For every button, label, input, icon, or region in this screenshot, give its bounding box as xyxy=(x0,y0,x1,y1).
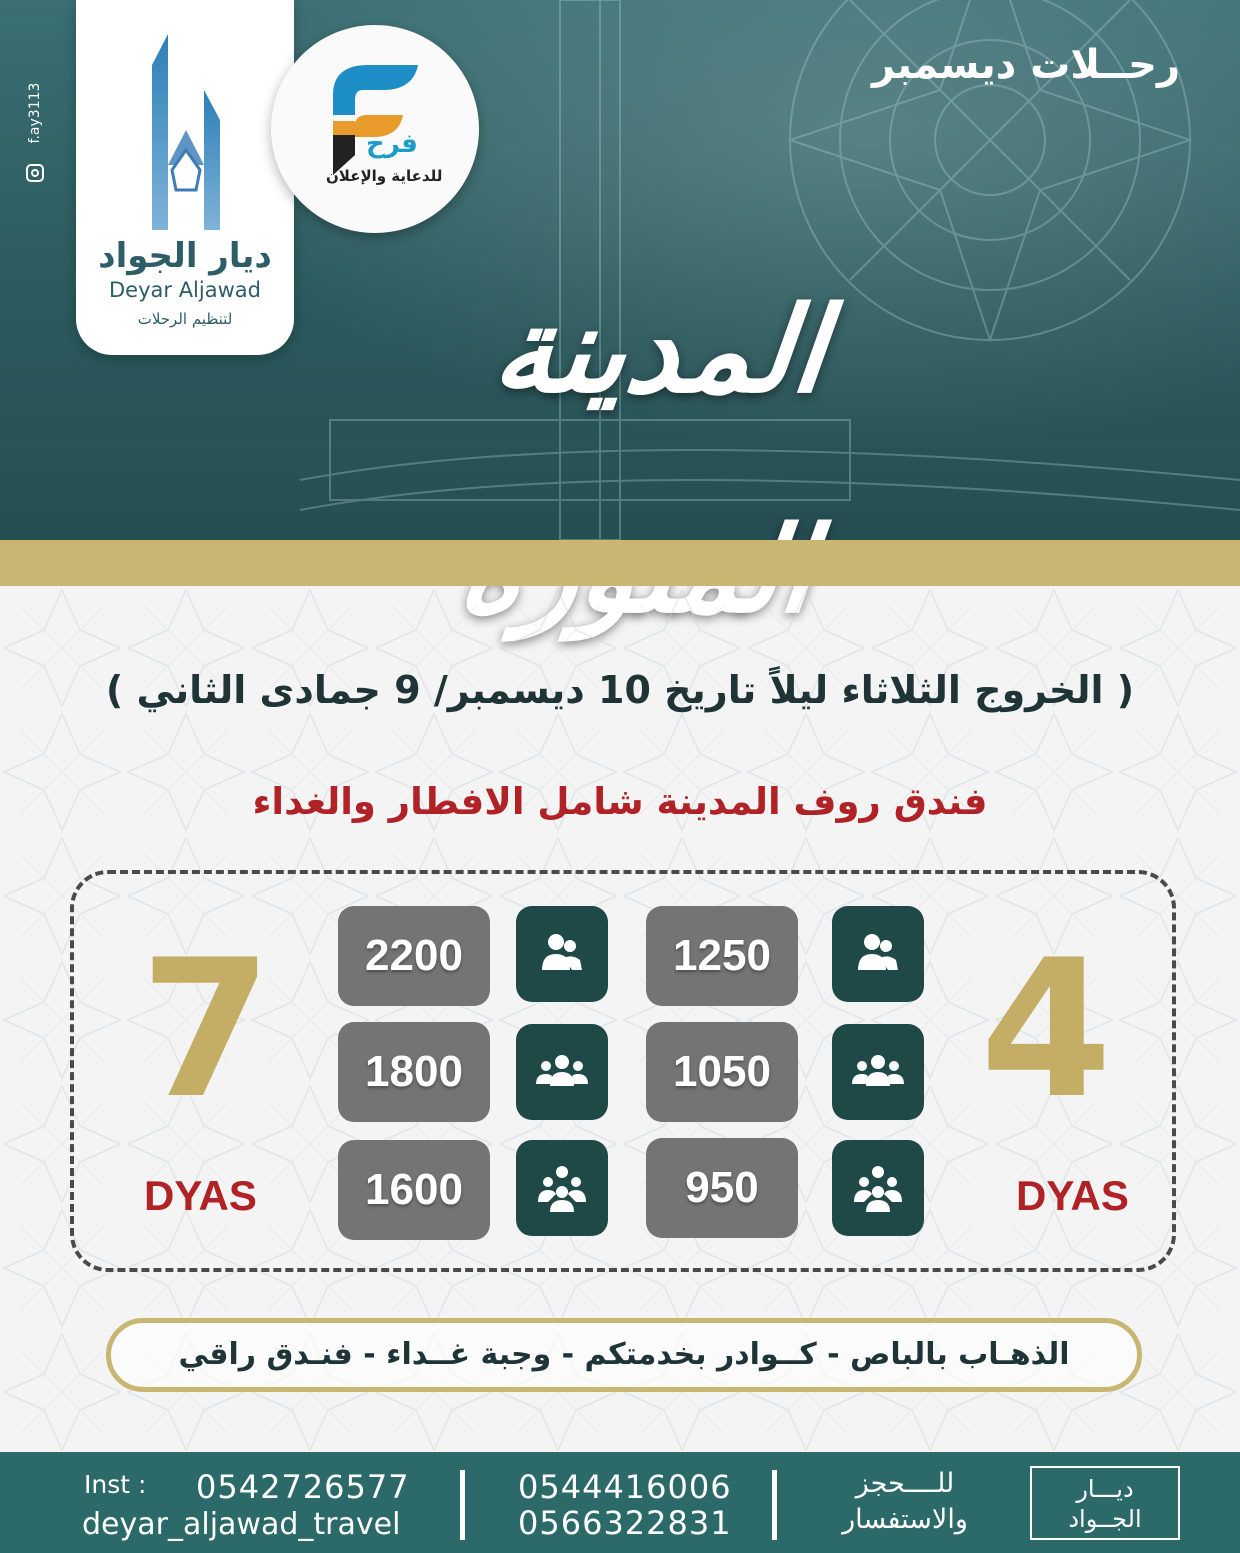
instagram-phone[interactable]: 0542726577 xyxy=(196,1468,410,1506)
contact-footer xyxy=(0,1452,1240,1553)
instagram-handle: f.ay3113 xyxy=(20,60,50,180)
brand-card xyxy=(76,0,294,355)
brand-name-arabic: ديار الجواد xyxy=(98,236,272,276)
designer-logo-badge xyxy=(271,25,479,233)
group-people-icon xyxy=(832,1140,924,1236)
city-calligraphy: المدينة xyxy=(487,280,833,419)
departure-details: ( الخروج الثلاثاء ليلاً تاريخ 10 ديسمبر/ 9 جمادى الثاني ) xyxy=(105,668,1135,712)
gold-divider xyxy=(0,540,1240,586)
hero-banner xyxy=(0,0,1240,540)
phone-number-2[interactable]: 0566322831 xyxy=(518,1504,732,1542)
two-people-icon xyxy=(832,906,924,1002)
trip-features: الذهـاب بالباص - كــوادر بخدمتكم - وجبة غــداء - فنـدق راقي xyxy=(106,1318,1142,1392)
three-people-icon xyxy=(832,1024,924,1120)
price-4-days-group: 950 xyxy=(646,1138,798,1238)
package-4-days-label: DYAS xyxy=(1016,1172,1129,1219)
group-people-icon xyxy=(516,1140,608,1236)
package-4-days-number: 4 xyxy=(980,919,1113,1140)
package-7-days-number: 7 xyxy=(140,919,273,1140)
designer-tagline: للدعاية والإعلان xyxy=(326,167,443,185)
trips-title: رحــلات ديسمبر xyxy=(872,42,1180,88)
brand-stamp: ديـــار الجــواد xyxy=(1030,1466,1180,1540)
footer-divider xyxy=(772,1470,777,1540)
price-7-days-two-people: 2200 xyxy=(338,906,490,1006)
designer-name: فرح xyxy=(366,129,418,159)
brand-name-english: Deyar Aljawad xyxy=(109,278,261,302)
brand-tagline: لتنظيم الرحلات xyxy=(137,310,233,328)
two-people-icon xyxy=(516,906,608,1002)
price-4-days-two-people: 1250 xyxy=(646,906,798,1006)
instagram-icon xyxy=(26,164,44,182)
three-people-icon xyxy=(516,1024,608,1120)
instagram-account[interactable]: deyar_aljawad_travel xyxy=(82,1507,401,1542)
hotel-details: فندق روف المدينة شامل الافطار والغداء xyxy=(252,780,988,823)
price-7-days-three-people: 1800 xyxy=(338,1022,490,1122)
booking-label: للــــحجز والاستفسار xyxy=(842,1468,968,1535)
price-7-days-group: 1600 xyxy=(338,1140,490,1240)
package-7-days-label: DYAS xyxy=(144,1172,257,1219)
phone-number-1[interactable]: 0544416006 xyxy=(518,1468,732,1506)
instagram-label: Inst : xyxy=(84,1470,147,1499)
footer-divider xyxy=(460,1470,465,1540)
deyar-aljawad-logo xyxy=(138,30,234,230)
price-4-days-three-people: 1050 xyxy=(646,1022,798,1122)
